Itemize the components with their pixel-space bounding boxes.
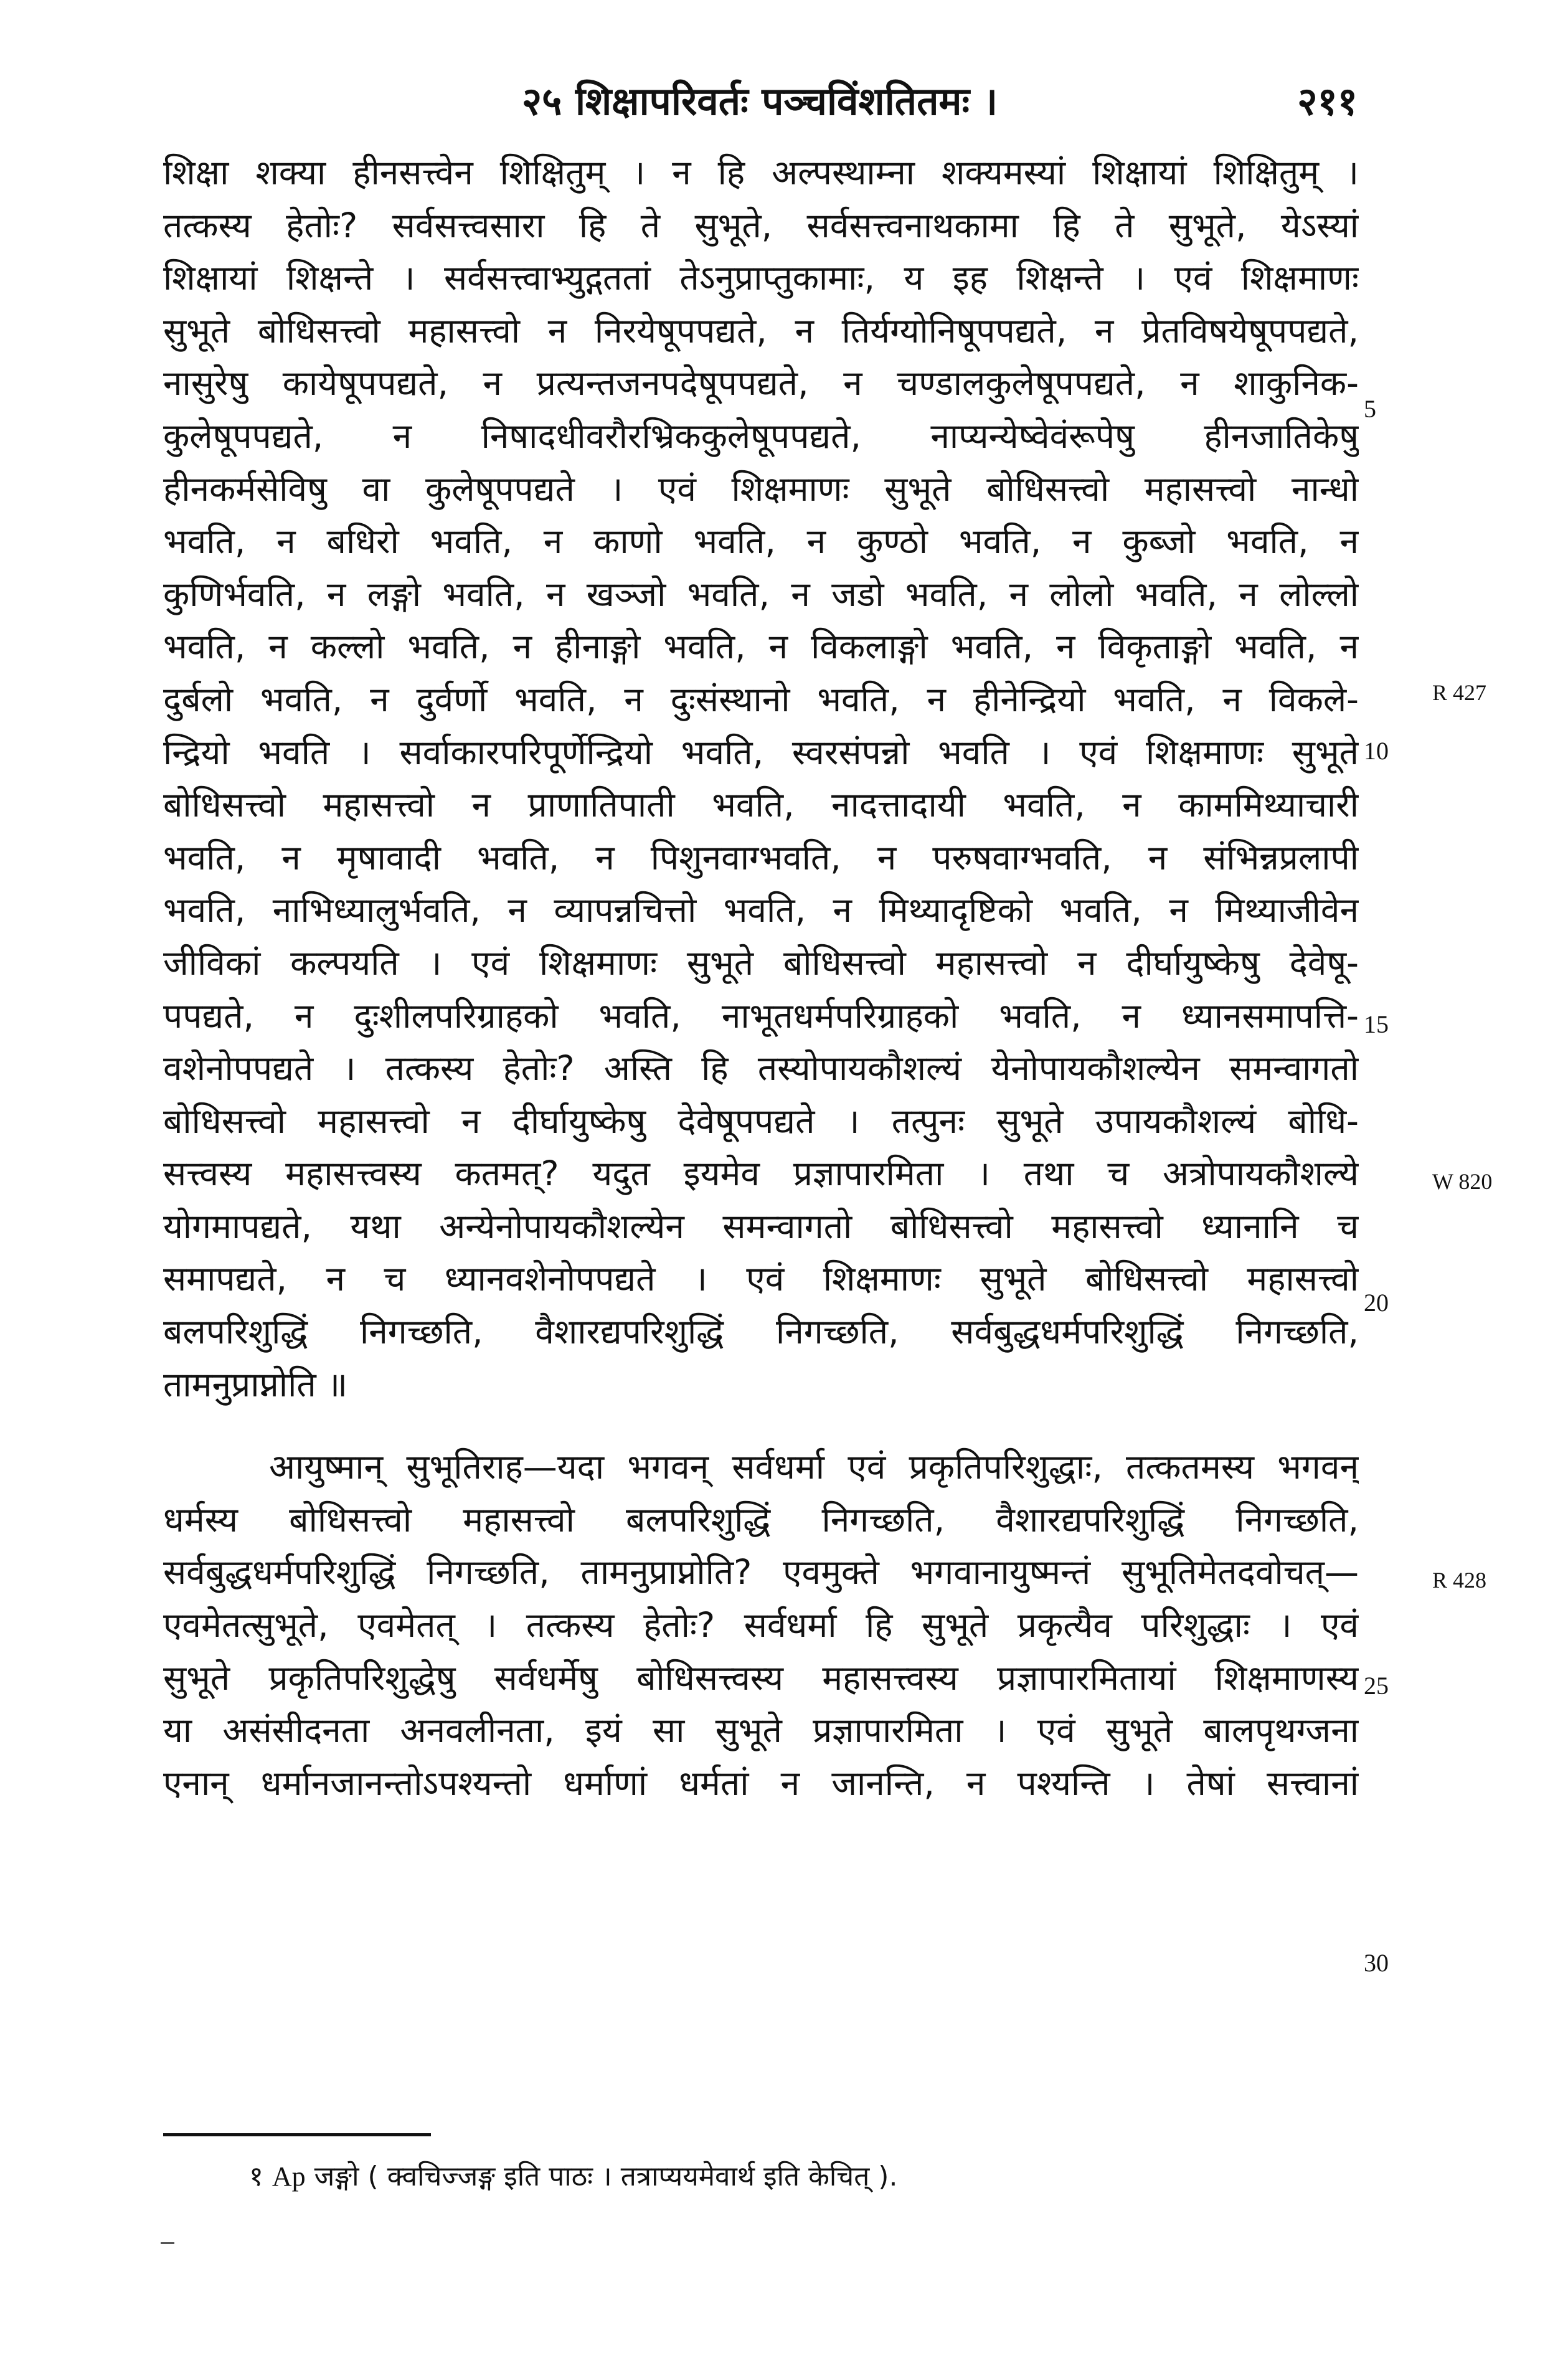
text-line: सत्त्वस्य महासत्त्वस्य कतमत्? यदुत इयमेव प्रज्ञापारमिता । तथा च अत्रोपायकौशल्ये: [163, 1153, 1359, 1194]
text-line: कुणिर्भवति, न लङ्गो भवति, न खञ्जो भवति, न जडो भवति, न लोलो भवति, न लोल्लो: [163, 574, 1359, 614]
page-number: २११: [1297, 78, 1358, 124]
text-line: दुर्बलो भवति, न दुर्वर्णो भवति, न दुःसंस्थानो भवति, न हीनेन्द्रियो भवति, न विकले-: [163, 679, 1359, 719]
text-line: न्द्रियो भवति । सर्वाकारपरिपूर्णेन्द्रियो भवति, स्वरसंपन्नो भवति । एवं शिक्षमाणः सुभूते: [163, 732, 1359, 772]
text-line: बलपरिशुद्धिं निगच्छति, वैशारद्यपरिशुद्धिं निगच्छति, सर्वबुद्धधर्मपरिशुद्धिं निगच्छति,: [163, 1312, 1359, 1352]
line-number-15: 15: [1364, 1010, 1389, 1038]
line-number-20: 20: [1364, 1289, 1389, 1317]
text-line: बोधिसत्त्वो महासत्त्वो न दीर्घायुष्केषु देवेषूपपद्यते । तत्पुनः सुभूते उपायकौशल्यं बोधि-: [163, 1101, 1359, 1141]
footnote-text: जङ्गो ( क्वचिज्जङ्ग इति पाठः । तत्राप्ययमेवार्थ इति केचित् ).: [314, 2161, 898, 2192]
text-line: समापद्यते, न च ध्यानवशेनोपपद्यते । एवं शिक्षमाणः सुभूते बोधिसत्त्वो महासत्त्वो: [163, 1259, 1359, 1299]
footnote-number: १: [249, 2161, 263, 2192]
text-line: धर्मस्य बोधिसत्त्वो महासत्त्वो बलपरिशुद्धिं निगच्छति, वैशारद्यपरिशुद्धिं निगच्छति,: [163, 1499, 1359, 1540]
text-line: कुलेषूपपद्यते, न निषादधीवरौरभ्रिककुलेषूपपद्यते, नाप्यन्येष्वेवंरूपेषु हीनजातिकेषु: [163, 415, 1359, 456]
text-line: सुभूते प्रकृतिपरिशुद्धेषु सर्वधर्मेषु बोधिसत्त्वस्य महासत्त्वस्य प्रज्ञापारमितायां शिक्षमाणस्य: [163, 1657, 1359, 1698]
text-line: तत्कस्य हेतोः? सर्वसत्त्वसारा हि ते सुभूते, सर्वसत्त्वनाथकामा हि ते सुभूते, येऽस्यां: [163, 205, 1359, 245]
reference-w820: W 820: [1432, 1169, 1493, 1194]
reference-r428: R 428: [1432, 1568, 1487, 1593]
text-line: या असंसीदनता अनवलीनता, इयं सा सुभूते प्रज्ञापारमिता । एवं सुभूते बालपृथग्जना: [163, 1710, 1359, 1751]
paragraph-gap: [163, 1411, 1359, 1441]
page-mark: [161, 2242, 174, 2244]
text-line: जीविकां कल्पयति । एवं शिक्षमाणः सुभूते बोधिसत्त्वो महासत्त्वो न दीर्घायुष्केषु देवेषू-: [163, 942, 1359, 983]
footnote: [249, 2155, 897, 2199]
text-line: हीनकर्मसेविषु वा कुलेषूपपद्यते । एवं शिक्षमाणः सुभूते बोधिसत्त्वो महासत्त्वो नान्धो: [163, 468, 1359, 509]
text-line: शिक्षायां शिक्षन्ते । सर्वसत्त्वाभ्युद्गततां तेऽनुप्राप्तुकामाः, य इह शिक्षन्ते । एवं शिक्षमाणः: [163, 258, 1359, 298]
chapter-title: २५ शिक्षापरिवर्तः पञ्चविंशतितमः ।: [521, 78, 998, 124]
footnote-rule: [163, 2133, 431, 2136]
text-line: पपद्यते, न दुःशीलपरिग्राहको भवति, नाभूतधर्मपरिग्राहको भवति, न ध्यानसमापत्ति-: [163, 995, 1359, 1036]
text-line: वशेनोपपद्यते । तत्कस्य हेतोः? अस्ति हि तस्योपायकौशल्यं येनोपायकौशल्येन समन्वागतो: [163, 1048, 1359, 1089]
text-line: आयुष्मान् सुभूतिराह—यदा भगवन् सर्वधर्मा एवं प्रकृतिपरिशुद्धाः, तत्कतमस्य भगवन्: [269, 1447, 1359, 1487]
text-line: नासुरेषु कायेषूपपद्यते, न प्रत्यन्तजनपदेषूपपद्यते, न चण्डालकुलेषूपपद्यते, न शाकुनिक-: [163, 363, 1359, 404]
text-line: भवति, न बधिरो भवति, न काणो भवति, न कुण्ठो भवति, न कुब्जो भवति, न: [163, 521, 1359, 562]
line-number-30: 30: [1364, 1949, 1389, 1977]
text-line: शिक्षा शक्या हीनसत्त्वेन शिक्षितुम् । न हि अल्पस्थाम्ना शक्यमस्यां शिक्षायां शिक्षितुम् ।: [163, 153, 1359, 192]
text-line: सर्वबुद्धधर्मपरिशुद्धिं निगच्छति, तामनुप्राप्नोति? एवमुक्ते भगवानायुष्मन्तं सुभूतिमेतदवोचत्—: [163, 1552, 1359, 1593]
running-header: [162, 73, 1358, 130]
text-line: एनान् धर्मानजानन्तोऽपश्यन्तो धर्माणां धर्मतां न जानन्ति, न पश्यन्ति । तेषां सत्त्वानां: [163, 1763, 1359, 1803]
line-number-10: 10: [1364, 737, 1389, 765]
text-line: योगमापद्यते, यथा अन्येनोपायकौशल्येन समन्वागतो बोधिसत्त्वो महासत्त्वो ध्यानानि च: [163, 1206, 1359, 1246]
text-line: सुभूते बोधिसत्त्वो महासत्त्वो न निरयेषूपपद्यते, न तिर्यग्योनिषूपपद्यते, न प्रेतविषयेषूपपद्यते,: [163, 310, 1359, 351]
text-line: भवति, नाभिध्यालुर्भवति, न व्यापन्नचित्तो भवति, न मिथ्यादृष्टिको भवति, न मिथ्याजीवेन: [163, 890, 1359, 931]
line-number-5: 5: [1364, 395, 1376, 423]
reference-r427: R 427: [1432, 680, 1487, 705]
main-text: [163, 146, 1359, 1809]
footnote-siglum: Ap: [272, 2161, 306, 2192]
text-line: भवति, न मृषावादी भवति, न पिशुनवाग्भवति, न परुषवाग्भवति, न संभिन्नप्रलापी: [163, 837, 1359, 878]
text-line: एवमेतत्सुभूते, एवमेतत् । तत्कस्य हेतोः? सर्वधर्मा हि सुभूते प्रकृत्यैव परिशुद्धाः । एवं: [163, 1605, 1359, 1646]
text-line: तामनुप्राप्नोति ॥: [163, 1364, 348, 1404]
line-number-25: 25: [1364, 1672, 1389, 1700]
text-line: भवति, न कल्लो भवति, न हीनाङ्गो भवति, न विकलाङ्गो भवति, न विकृताङ्गो भवति, न: [163, 627, 1359, 667]
text-line: बोधिसत्त्वो महासत्त्वो न प्राणातिपाती भवति, नादत्तादायी भवति, न काममिथ्याचारी: [163, 785, 1359, 825]
